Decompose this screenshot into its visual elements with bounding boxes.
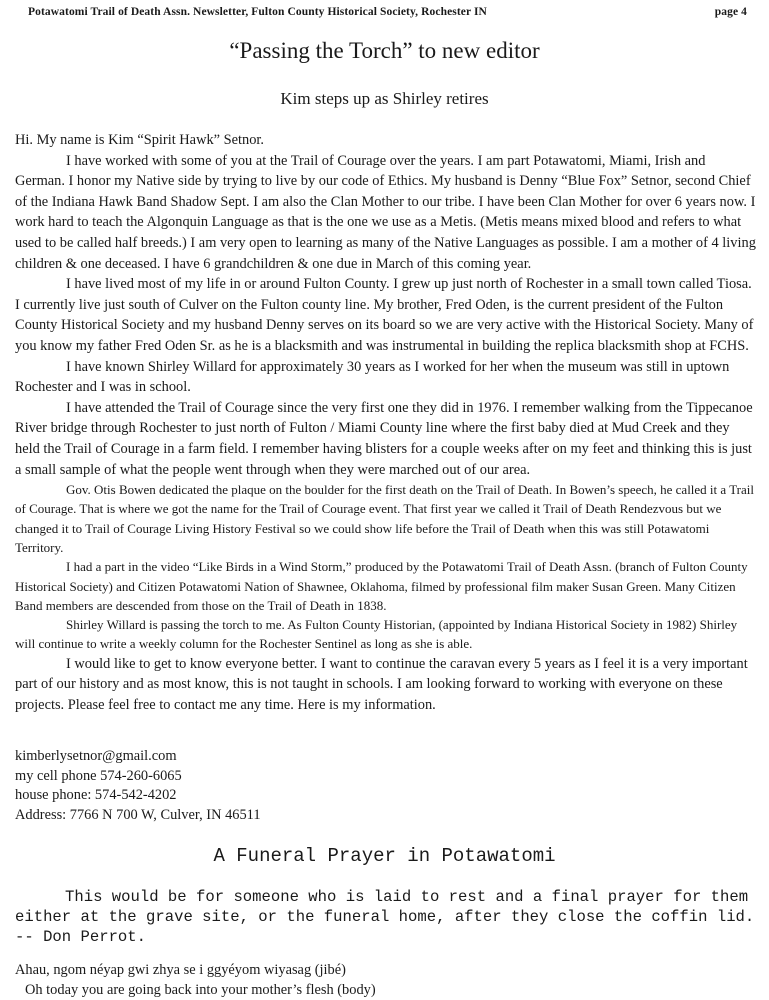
article-paragraph: Shirley Willard is passing the torch to me. As Fulton County Historian, (appointed by Indiana Historical Society in 1982) Shirley will continue to write a weekly column for the Rochester Sentinel as long as she is able. [15, 617, 738, 652]
contact-email: kimberlysetnor@gmail.com [15, 748, 177, 764]
prayer-intro [15, 887, 760, 947]
article-paragraph: I had a part in the video “Like Birds in a Wind Storm,” produced by the Potawatomi Trail of Death Assn. (branch of Fulton County Historical Society) and Citizen Potawatomi Nation of Shawnee, Oklahoma, filmed by professional film maker Susan Green. Many Citizen Band members are descended from those on the Trail of Death in 1838. [15, 559, 748, 613]
contact-info [15, 747, 261, 825]
article-body [15, 130, 757, 716]
article-greeting: Hi. My name is Kim “Spirit Hawk” Setnor. [15, 132, 265, 148]
prayer-line-english: Oh today you are going back into your mother’s flesh (body) [25, 982, 376, 998]
header-publication: Potawatomi Trail of Death Assn. Newsletter, Fulton County Historical Society, Rochester IN [28, 6, 487, 18]
article-paragraph: I have attended the Trail of Courage since the very first one they did in 1976. I remember walking from the Tippecanoe River bridge through Rochester to just north of Fulton / Miami County line where the first baby died at Mud Creek and they held the Trail of Courage in a farm field. I remember having blisters for a couple weeks after on my feet and thinking this is just a small sample of what the people went through when they were marched out of our area. [15, 399, 753, 478]
article-title: “Passing the Torch” to new editor [229, 38, 540, 63]
article-paragraph: Gov. Otis Bowen dedicated the plaque on the boulder for the first death on the Trail of Death. In Bowen’s speech, he called it a Trail of Courage. That is where we got the name for the Trail of Courage event. That first year we called it Trail of Death Rendezvous but we changed it to Trail of Courage Living History Festival so we could show life before the Trail of Death when this was still Potawatomi Territory. [15, 482, 754, 555]
contact-house-phone: house phone: 574-542-4202 [15, 787, 177, 803]
newsletter-header [28, 6, 747, 18]
prayer-lines [15, 960, 376, 1000]
prayer-title: A Funeral Prayer in Potawatomi [213, 845, 556, 867]
article-paragraph: I have worked with some of you at the Trail of Courage over the years. I am part Potawatomi, Miami, Irish and German. I honor my Native side by trying to live by our code of Ethics. My husband is Denny “Blue Fox” Setnor, second Chief of the Indiana Hawk Band Shadow Sept. I am also the Clan Mother to our tribe. I have been Clan Mother for over 6 years now. I work hard to teach the Algonquin Language as that is the one we use as a Metis. (Metis means mixed blood and refers to what used to be called half breeds.) I am very open to learning as many of the Native Languages as possible. I am a mother of 4 living children & one deceased. I have 6 grandchildren & one due in March of this coming year. [15, 152, 756, 272]
article-paragraph: I have lived most of my life in or around Fulton County. I grew up just north of Rochester in a small town called Tiosa. I currently live just south of Culver on the Fulton county line. My brother, Fred Oden, is the current president of the Fulton County Historical Society and my husband Denny serves on its board so we are very active with the Historical Society. Many of you know my father Fred Oden Sr. as he is a blacksmith and was instrumental in building the replica blacksmith shop at FCHS. [15, 276, 754, 354]
page-number: page 4 [714, 6, 747, 18]
article-paragraph: I would like to get to know everyone better. I want to continue the caravan every 5 years as I feel it is a very important part of our history and as most know, this is not taught in schools. I am looking forward to working with everyone on these projects. Please feel free to contact me any time. Here is my information. [15, 655, 748, 713]
article-subtitle: Kim steps up as Shirley retires [280, 89, 489, 108]
prayer-line-potawatomi: Ahau, ngom néyap gwi zhya se i ggyéyom wiyasag (jibé) [15, 962, 346, 978]
prayer-intro-text: This would be for someone who is laid to rest and a final prayer for them either at the grave site, or the funeral home, after they close the coffin lid. -- Don Perrot. [15, 888, 755, 946]
contact-cell-phone: my cell phone 574-260-6065 [15, 767, 182, 784]
article-paragraph: I have known Shirley Willard for approximately 30 years as I worked for her when the museum was still in uptown Rochester and I was in school. [15, 358, 730, 396]
contact-address: Address: 7766 N 700 W, Culver, IN 46511 [15, 806, 261, 823]
